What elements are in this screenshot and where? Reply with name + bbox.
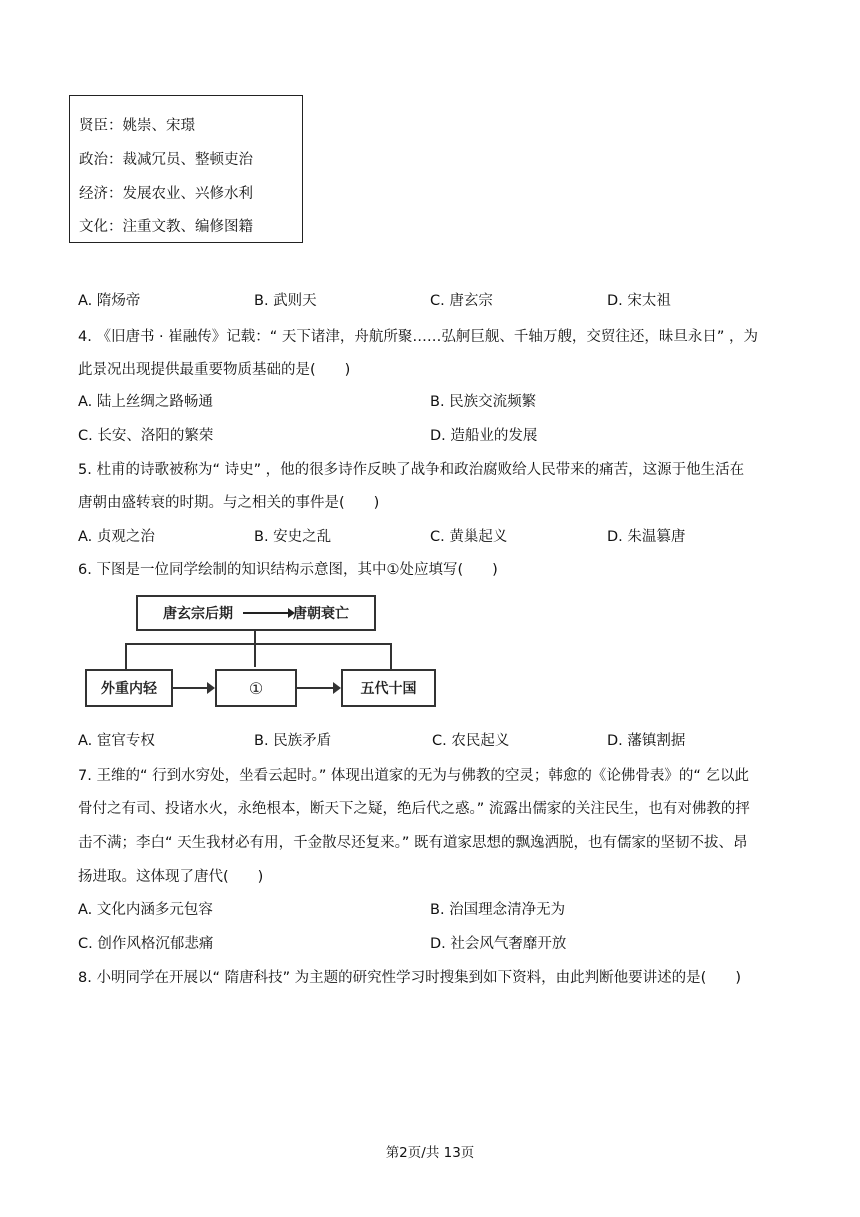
q6-option-d: D. 藩镇割据: [607, 733, 686, 749]
q7-stem-line: 扬进取。这体现了唐代( ): [78, 869, 264, 885]
q4-option-c: C. 长安、洛阳的繁荣: [78, 428, 214, 444]
arrow-icon: [173, 687, 209, 689]
q7-stem-line: 骨付之有司、投诸水火，永绝根本，断天下之疑，绝后代之惑。” 流露出儒家的关注民生，也有对佛教的抨: [78, 801, 750, 817]
q3-option-b: B. 武则天: [254, 293, 317, 309]
q4-option-b: B. 民族交流频繁: [430, 394, 537, 410]
info-line: 贤臣：姚崇、宋璟: [79, 118, 195, 134]
q7-option-d: D. 社会风气奢靡开放: [430, 936, 567, 952]
diagram-top-left: 唐玄宗后期: [163, 606, 233, 622]
info-line: 政治：裁减冗员、整顿吏治: [79, 152, 253, 168]
connector-line: [390, 643, 392, 669]
arrow-head-icon: [207, 682, 215, 694]
diagram-top-right: 唐朝衰亡: [293, 606, 349, 622]
q5-option-a: A. 贞观之治: [78, 529, 155, 545]
q7-option-c: C. 创作风格沉郁悲痛: [78, 936, 214, 952]
diagram-bottom-left: 外重内轻: [85, 669, 173, 707]
q3-option-c: C. 唐玄宗: [430, 293, 493, 309]
diagram-bottom-right: 五代十国: [341, 669, 436, 707]
connector-line: [125, 643, 392, 645]
q6-option-a: A. 宦官专权: [78, 733, 155, 749]
q7-option-b: B. 治国理念清净无为: [430, 902, 566, 918]
q8-stem: 8. 小明同学在开展以“ 隋唐科技” 为主题的研究性学习时搜集到如下资料，由此判断他要讲述的是( ): [78, 970, 741, 986]
q3-option-a: A. 隋炀帝: [78, 293, 141, 309]
arrow-icon: [243, 612, 289, 614]
q6-stem: 6. 下图是一位同学绘制的知识结构示意图，其中①处应填写( ): [78, 562, 498, 578]
q6-option-c: C. 农民起义: [432, 733, 510, 749]
q6-option-b: B. 民族矛盾: [254, 733, 332, 749]
q7-stem-line: 7. 王维的“ 行到水穷处，坐看云起时。” 体现出道家的无为与佛教的空灵；韩愈的《论佛骨表》的“ 乞以此: [78, 768, 750, 784]
q7-option-a: A. 文化内涵多元包容: [78, 902, 213, 918]
connector-line: [125, 643, 127, 669]
q5-option-c: C. 黄巢起义: [430, 529, 508, 545]
page-footer: 第2页/共 13页: [385, 1145, 475, 1161]
connector-line: [254, 631, 256, 667]
info-box: [69, 95, 303, 243]
q5-stem-line1: 5. 杜甫的诗歌被称为“ 诗史” ，他的很多诗作反映了战争和政治腐败给人民带来的痛苦，这源于他生活在: [78, 462, 745, 478]
q7-stem-line: 击不满；李白“ 天生我材必有用，千金散尽还复来。” 既有道家思想的飘逸洒脱，也有儒家的坚韧不拔、昂: [78, 835, 748, 851]
arrow-icon: [297, 687, 335, 689]
q5-option-b: B. 安史之乱: [254, 529, 332, 545]
q4-stem-line2: 此景况出现提供最重要物质基础的是( ): [78, 362, 351, 378]
diagram-bottom-mid: ①: [215, 669, 297, 707]
q3-option-d: D. 宋太祖: [607, 293, 671, 309]
q5-stem-line2: 唐朝由盛转衰的时期。与之相关的事件是( ): [78, 495, 380, 511]
q4-option-a: A. 陆上丝绸之路畅通: [78, 394, 213, 410]
diagram-top-box: [136, 595, 376, 631]
q4-option-d: D. 造船业的发展: [430, 428, 538, 444]
q4-stem-line1: 4. 《旧唐书 · 崔融传》记载：“ 天下诸津，舟航所聚……弘舸巨舰、千轴万艘，交贸往还，昧旦永日” ，为: [78, 329, 759, 345]
arrow-head-icon: [333, 682, 341, 694]
info-line: 文化：注重文教、编修图籍: [79, 219, 253, 235]
q5-option-d: D. 朱温篡唐: [607, 529, 686, 545]
info-line: 经济：发展农业、兴修水利: [79, 186, 253, 202]
